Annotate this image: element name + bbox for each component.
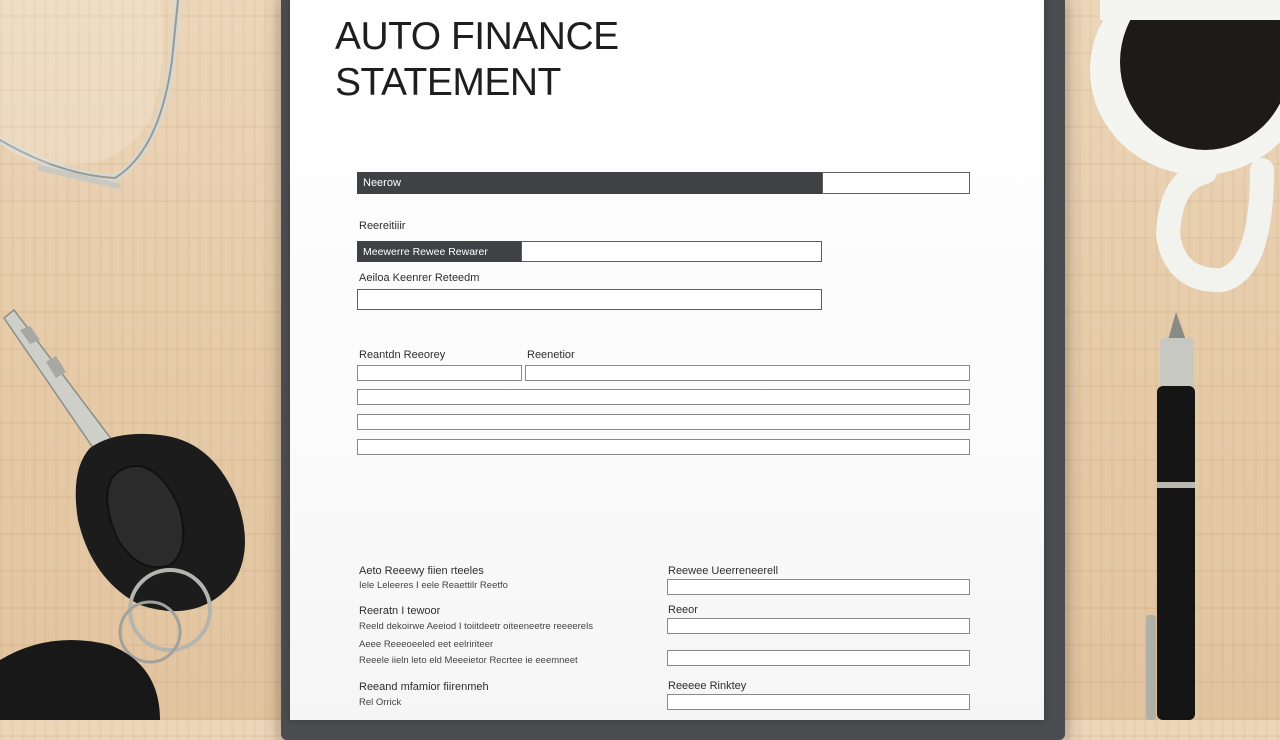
right-label-2: Reeor [668, 604, 698, 616]
header-field[interactable] [822, 172, 970, 194]
document-title: AUTO FINANCE STATEMENT [335, 15, 619, 104]
lower-heading-3: Reeand mfamior fiirenmeh [359, 681, 489, 693]
right-input-4[interactable] [667, 694, 970, 710]
lower-heading-1: Aeto Reeewy fiien rteeles [359, 565, 484, 577]
field2-label: Aeiloa Keenrer Reteedm [359, 272, 480, 284]
lower-line-3: Aeee Reeeoeeled eet eelririteer [359, 639, 494, 650]
right-input-2[interactable] [667, 618, 970, 634]
column2-input[interactable] [525, 365, 970, 381]
header-bar-label: Neerow [363, 177, 401, 189]
field1-label-bar [357, 241, 522, 262]
field1-input[interactable] [521, 241, 822, 262]
finance-statement-paper [290, 0, 1044, 720]
row-input-2[interactable] [357, 389, 970, 405]
ballpoint-pen [1146, 312, 1195, 720]
lower-line-4: Reeele iieln leto eld Meeeietor Recrtee ie eeemneet [359, 655, 578, 666]
column1-label: Reantdn Reeorey [359, 349, 446, 361]
row-input-4[interactable] [357, 439, 970, 455]
field1-label: Meewerre Rewee Rewarer [363, 245, 488, 258]
right-label-1: Reewee Ueerreneerell [668, 565, 779, 577]
header-bar [357, 172, 822, 194]
column2-label: Reenetior [527, 349, 575, 361]
coffee-mug [1090, 0, 1280, 280]
right-label-3: Reeeee Rinktey [668, 680, 747, 692]
car-key-fob [0, 310, 245, 720]
section-label: Reereitiiir [359, 220, 406, 232]
lower-heading-2: Reeratn I tewoor [359, 605, 441, 617]
lower-line-1: Iele Leleeres I eele Reaettilr Reetfo [359, 580, 508, 591]
column1-input[interactable] [357, 365, 522, 381]
field2-input[interactable] [357, 289, 822, 310]
reading-glasses [0, 0, 178, 186]
right-input-1[interactable] [667, 579, 970, 595]
row-input-3[interactable] [357, 414, 970, 430]
lower-line-2: Reeld dekoirwe Aeeiod I toiitdeetr oiteeneetre reeeerels [359, 621, 593, 632]
right-input-3[interactable] [667, 650, 970, 666]
lower-line-5: Rel Orrick [359, 697, 402, 708]
